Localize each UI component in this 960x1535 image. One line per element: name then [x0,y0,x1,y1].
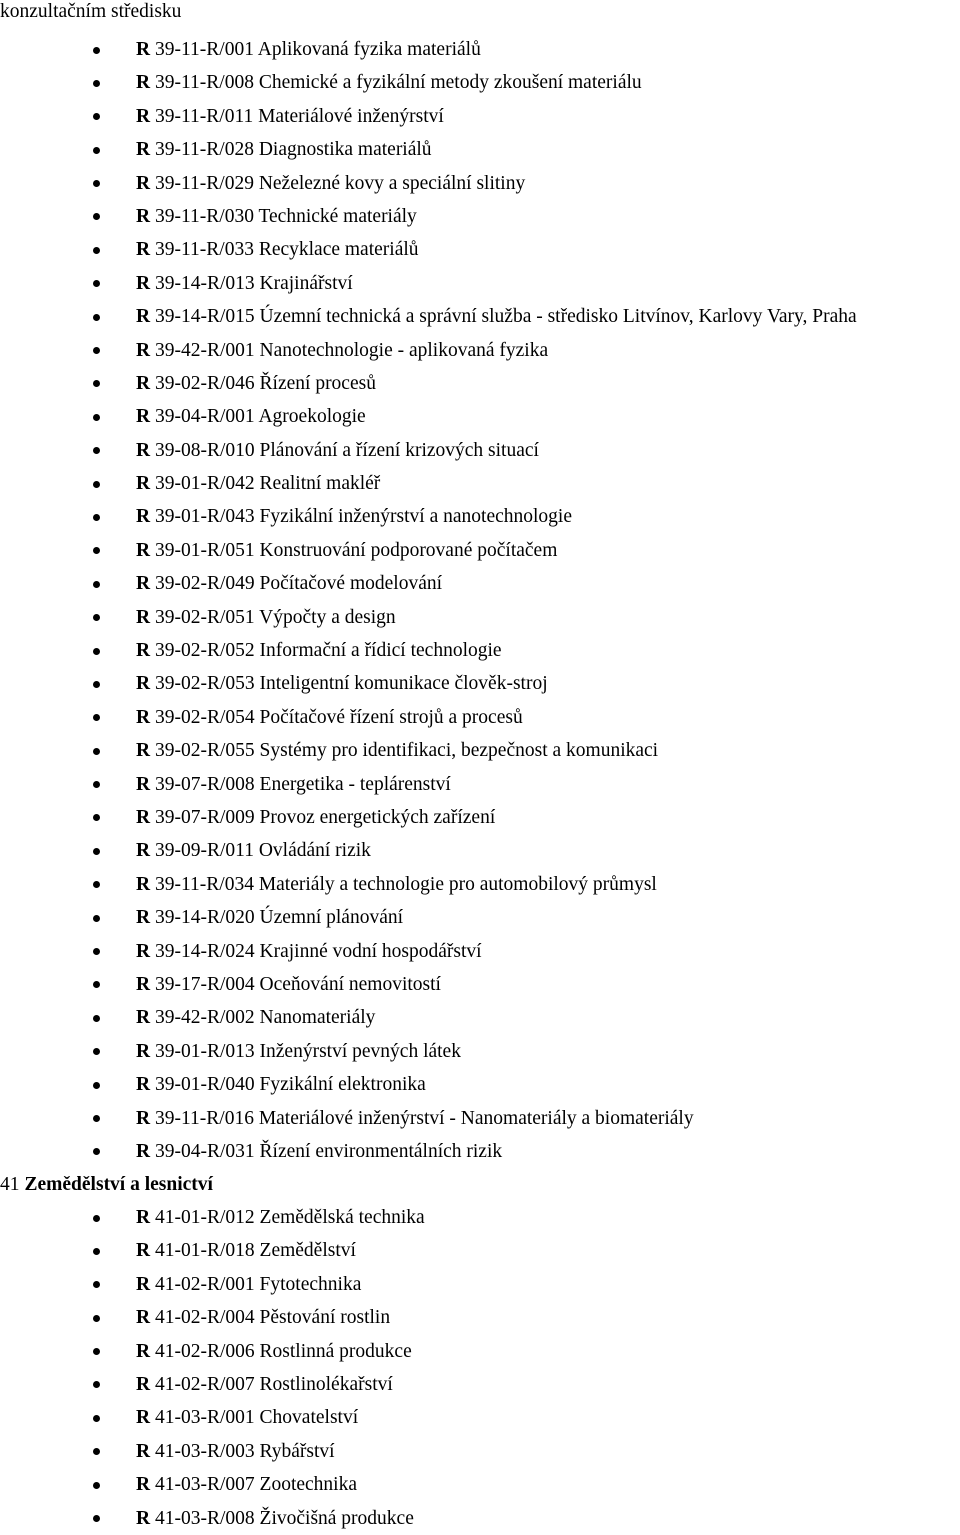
program-letter: R [136,940,151,962]
program-letter: R [136,773,151,795]
program-letter: R [136,339,151,361]
bullet-icon [93,781,100,788]
bullet-icon [93,1482,100,1489]
program-name: 39-14-R/024 Krajinné vodní hospodářství [155,940,482,962]
bullet-icon [93,581,100,588]
program-name: 39-11-R/034 Materiály a technologie pro automobilový průmysl [155,873,657,895]
bullet-icon [93,80,100,87]
section-title: Zemědělství a lesnictví [24,1174,213,1195]
program-name: 39-14-R/020 Územní plánování [155,907,404,929]
bullet-icon [93,247,100,254]
program-letter: R [136,1373,151,1395]
bullet-icon [93,1048,100,1055]
program-letter: R [136,473,151,495]
program-name: 39-01-R/043 Fyzikální inženýrství a nanotechnologie [155,506,572,528]
program-name: 39-07-R/009 Provoz energetických zařízení [155,806,496,828]
bullet-icon [93,481,100,488]
program-letter: R [136,306,151,328]
program-name: 39-02-R/053 Inteligentní komunikace člověk-stroj [155,673,548,695]
bullet-icon [93,981,100,988]
program-name: 39-02-R/052 Informační a řídicí technologie [155,640,502,662]
program-name: 39-11-R/016 Materiálové inženýrství - Nanomateriály a biomateriály [155,1107,694,1129]
bullet-icon [93,714,100,721]
bullet-icon [93,1215,100,1222]
section-heading-41 [0,1168,213,1201]
program-letter: R [136,39,151,60]
bullet-icon [93,1415,100,1422]
bullet-icon [93,547,100,554]
bullet-icon [93,1315,100,1322]
program-letter: R [136,1040,151,1062]
program-name: 39-07-R/008 Energetika - teplárenství [155,773,451,795]
top-text-line: konzultačním středisku [0,1,182,22]
program-name: 39-01-R/013 Inženýrství pevných látek [155,1040,461,1062]
bullet-icon [93,47,100,54]
bullet-icon [93,1148,100,1155]
program-letter: R [136,1507,151,1529]
program-letter: R [136,907,151,929]
program-letter: R [136,1240,151,1262]
program-name: 41-03-R/003 Rybářství [155,1440,335,1462]
program-name: 41-02-R/007 Rostlinolékařství [155,1373,393,1395]
program-name: 39-11-R/008 Chemické a fyzikální metody zkoušení materiálu [155,72,642,94]
program-name: 41-03-R/007 Zootechnika [155,1474,357,1496]
bullet-icon [93,1515,100,1522]
program-letter: R [136,1307,151,1329]
program-letter: R [136,806,151,828]
program-letter: R [136,606,151,628]
program-letter: R [136,205,151,227]
bullet-icon [93,1348,100,1355]
bullet-icon [93,180,100,187]
bullet-icon [93,380,100,387]
program-name: 39-08-R/010 Plánování a řízení krizových situací [155,439,539,461]
program-letter: R [136,1340,151,1362]
program-name: 39-42-R/002 Nanomateriály [155,1007,376,1029]
program-name: 41-02-R/006 Rostlinná produkce [155,1340,412,1362]
program-letter: R [136,139,151,161]
bullet-icon [93,1281,100,1288]
program-letter: R [136,372,151,394]
bullet-icon [93,948,100,955]
program-name: 39-02-R/054 Počítačové řízení strojů a procesů [155,706,523,728]
bullet-icon [93,514,100,521]
bullet-icon [93,881,100,888]
program-letter: R [136,539,151,561]
program-name: 39-02-R/055 Systémy pro identifikaci, bezpečnost a komunikaci [155,740,659,762]
program-name: 39-11-R/030 Technické materiály [155,205,417,227]
section-number: 41 [0,1174,20,1195]
bullet-icon [93,681,100,688]
program-name: 41-01-R/012 Zemědělská technika [155,1207,425,1228]
program-letter: R [136,105,151,127]
program-letter: R [136,272,151,294]
program-name: 41-03-R/008 Živočišná produkce [155,1507,414,1529]
program-letter: R [136,873,151,895]
bullet-icon [93,1448,100,1455]
program-name: 39-02-R/049 Počítačové modelování [155,573,443,595]
program-name: 39-04-R/031 Řízení environmentálních rizik [155,1140,503,1162]
bullet-icon [93,113,100,120]
program-letter: R [136,1440,151,1462]
program-name: 39-04-R/001 Agroekologie [155,406,366,428]
program-letter: R [136,1474,151,1496]
program-letter: R [136,973,151,995]
program-letter: R [136,706,151,728]
bullet-icon [93,915,100,922]
program-letter: R [136,1074,151,1096]
bullet-icon [93,748,100,755]
program-letter: R [136,673,151,695]
program-name: 39-11-R/029 Neželezné kovy a speciální slitiny [155,172,526,194]
program-letter: R [136,239,151,261]
bullet-icon [93,314,100,321]
program-letter: R [136,1007,151,1029]
program-name: 41-02-R/001 Fytotechnika [155,1273,362,1295]
program-letter: R [136,1207,151,1228]
program-name: 39-01-R/042 Realitní makléř [155,473,381,495]
program-letter: R [136,172,151,194]
bullet-icon [93,648,100,655]
program-letter: R [136,406,151,428]
program-letter: R [136,439,151,461]
bullet-icon [93,280,100,287]
program-name: 39-01-R/051 Konstruování podporované počítačem [155,539,558,561]
program-letter: R [136,1140,151,1162]
program-letter: R [136,840,151,862]
program-name: 39-01-R/040 Fyzikální elektronika [155,1074,426,1096]
bullet-icon [93,447,100,454]
program-name: 39-11-R/028 Diagnostika materiálů [155,139,432,161]
program-name: 39-09-R/011 Ovládání rizik [155,840,371,862]
program-name: 39-02-R/046 Řízení procesů [155,372,376,394]
program-name: 39-11-R/011 Materiálové inženýrství [155,105,444,127]
bullet-icon [93,1381,100,1388]
program-name: 39-17-R/004 Oceňování nemovitostí [155,973,441,995]
program-name: 41-02-R/004 Pěstování rostlin [155,1307,391,1329]
program-letter: R [136,1407,151,1429]
bullet-icon [93,614,100,621]
program-name: 39-14-R/015 Územní technická a správní služba - středisko Litvínov, Karlovy Vary, Praha [155,306,857,328]
bullet-icon [93,1115,100,1122]
bullet-icon [93,147,100,154]
program-letter: R [136,1107,151,1129]
bullet-icon [93,347,100,354]
program-letter: R [136,506,151,528]
program-letter: R [136,1273,151,1295]
bullet-icon [93,1082,100,1089]
program-name: 39-11-R/001 Aplikovaná fyzika materiálů [155,39,481,60]
program-letter: R [136,72,151,94]
program-name: 39-14-R/013 Krajinářství [155,272,353,294]
bullet-icon [93,414,100,421]
bullet-icon [93,848,100,855]
program-name: 39-02-R/051 Výpočty a design [155,606,396,628]
bullet-icon [93,213,100,220]
program-name: 41-03-R/001 Chovatelství [155,1407,359,1429]
program-letter: R [136,640,151,662]
program-letter: R [136,740,151,762]
program-name: 41-01-R/018 Zemědělství [155,1240,356,1262]
bullet-icon [93,1015,100,1022]
program-name: 39-11-R/033 Recyklace materiálů [155,239,419,261]
program-letter: R [136,573,151,595]
bullet-icon [93,814,100,821]
program-name: 39-42-R/001 Nanotechnologie - aplikovaná fyzika [155,339,549,361]
bullet-icon [93,1248,100,1255]
